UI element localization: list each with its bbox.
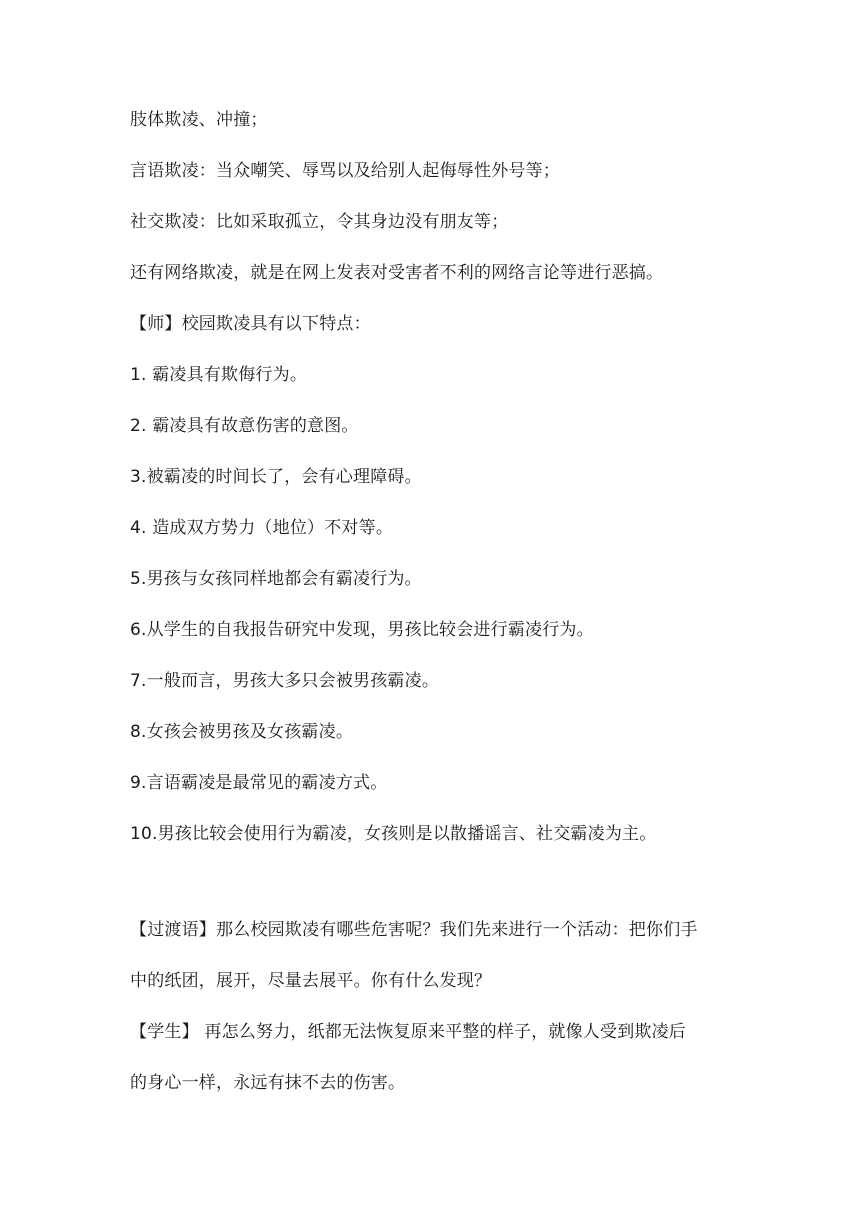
text-line-physical-bullying: 肢体欺凌、冲撞； — [130, 110, 268, 130]
list-item-2: 2. 霸凌具有故意伤害的意图。 — [130, 416, 359, 436]
list-item-8: 8.女孩会被男孩及女孩霸凌。 — [130, 722, 354, 742]
text-line-cyber-bullying: 还有网络欺凌，就是在网上发表对受害者不利的网络言论等进行恶搞。 — [130, 263, 664, 283]
list-item-5: 5.男孩与女孩同样地都会有霸凌行为。 — [130, 569, 422, 589]
text-line-teacher-features: 【师】校园欺凌具有以下特点： — [130, 314, 371, 334]
text-line-transition-2: 中的纸团，展开，尽量去展平。你有什么发现？ — [130, 971, 492, 991]
text-line-verbal-bullying: 言语欺凌：当众嘲笑、辱骂以及给别人起侮辱性外号等； — [130, 161, 560, 181]
text-line-student-1: 【学生】 再怎么努力，纸都无法恢复原来平整的样子，就像人受到欺凌后 — [130, 1022, 687, 1042]
text-line-social-bullying: 社交欺凌：比如采取孤立，令其身边没有朋友等； — [130, 212, 509, 232]
text-line-student-2: 的身心一样，永远有抹不去的伤害。 — [130, 1073, 406, 1093]
list-item-3: 3.被霸凌的时间长了，会有心理障碍。 — [130, 467, 422, 487]
list-item-6: 6.从学生的自我报告研究中发现，男孩比较会进行霸凌行为。 — [130, 620, 594, 640]
list-item-9: 9.言语霸凌是最常见的霸凌方式。 — [130, 773, 388, 793]
list-item-4: 4. 造成双方势力（地位）不对等。 — [130, 518, 394, 538]
text-line-transition-1: 【过渡语】那么校园欺凌有哪些危害呢？我们先来进行一个活动：把你们手 — [130, 920, 698, 940]
list-item-10: 10.男孩比较会使用行为霸凌，女孩则是以散播谣言、社交霸凌为主。 — [130, 824, 657, 844]
list-item-1: 1. 霸凌具有欺侮行为。 — [130, 365, 308, 385]
list-item-7: 7.一般而言，男孩大多只会被男孩霸凌。 — [130, 671, 440, 691]
